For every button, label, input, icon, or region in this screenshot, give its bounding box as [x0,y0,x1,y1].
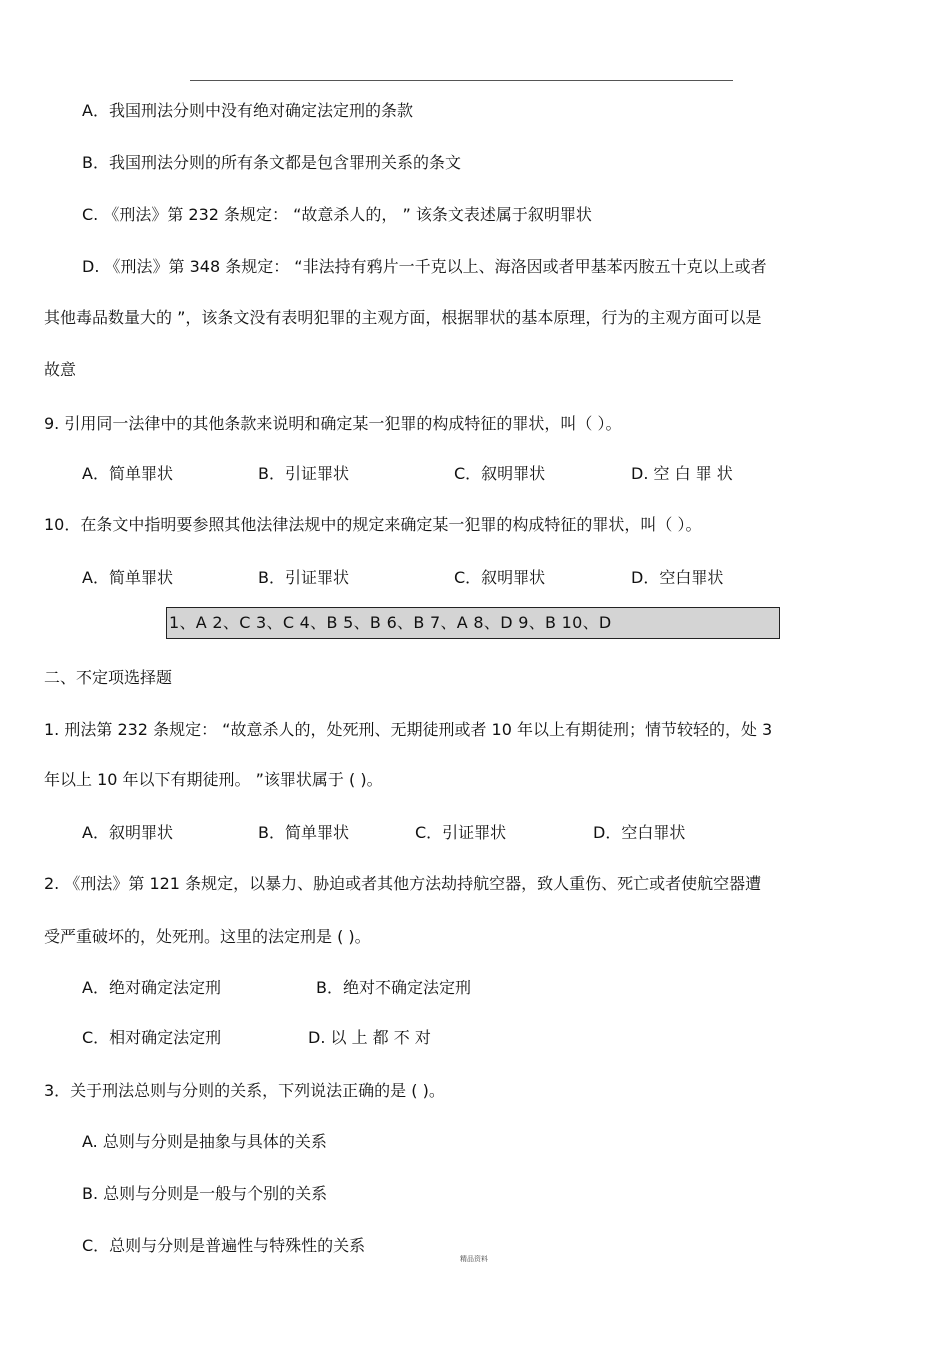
section-2-question-2-option-d: D. 以 上 都 不 对 [308,1028,431,1047]
section-2-question-1-option-d: D．空白罪状 [593,823,686,842]
option-d-prev-line3: 故意 [44,360,77,379]
section-2-question-1-stem-line1: 1. 刑法第 232 条规定： “故意杀人的，处死刑、无期徒刑或者 10 年以上有期徒刑；情节较轻的，处 3 [44,720,773,739]
section-2-question-2-option-a: A．绝对确定法定刑 [82,978,221,997]
option-b-prev: B．我国刑法分则的所有条文都是包含罪刑关系的条文 [82,153,461,172]
question-9-option-c: C．叙明罪状 [454,464,546,483]
question-9-option-b: B．引证罪状 [258,464,349,483]
section-2-question-2-stem-line2: 受严重破坏的，处死刑。这里的法定刑是 ( )。 [44,927,371,946]
question-9-option-d: D. 空 白 罪 状 [631,464,733,483]
header-rule [190,80,733,81]
section-2-question-1-option-c: C．引证罪状 [415,823,507,842]
section-2-question-2-option-c: C．相对确定法定刑 [82,1028,222,1047]
option-d-prev-line2: 其他毒品数量大的 ”，该条文没有表明犯罪的主观方面，根据罪状的基本原理，行为的主观方面可以是 [44,308,762,327]
section-2-question-3-option-a: A. 总则与分则是抽象与具体的关系 [82,1132,327,1151]
question-10-option-c: C．叙明罪状 [454,568,546,587]
footer-label: 精品资料 [460,1255,488,1263]
section-2-question-2-stem-line1: 2. 《刑法》第 121 条规定，以暴力、胁迫或者其他方法劫持航空器，致人重伤、死亡或者使航空器遭 [44,874,762,893]
option-d-prev-line1: D. 《刑法》第 348 条规定： “非法持有鸦片一千克以上、海洛因或者甲基苯丙胺五十克以上或者 [82,257,767,276]
question-10-option-d: D．空白罪状 [631,568,724,587]
section-2-question-1-option-a: A．叙明罪状 [82,823,173,842]
question-9-stem: 9. 引用同一法律中的其他条款来说明和确定某一犯罪的构成特征的罪状，叫（ ）。 [44,414,622,433]
section-2-question-2-option-b: B．绝对不确定法定刑 [316,978,471,997]
section-2-question-3-option-b: B. 总则与分则是一般与个别的关系 [82,1184,328,1203]
question-10-stem: 10．在条文中指明要参照其他法律法规中的规定来确定某一犯罪的构成特征的罪状，叫（ ）。 [44,515,702,534]
option-c-prev: C. 《刑法》第 232 条规定： “故意杀人的， ” 该条文表述属于叙明罪状 [82,205,592,224]
section-2-question-1-option-b: B．简单罪状 [258,823,349,842]
section-2-question-3-option-c: C．总则与分则是普遍性与特殊性的关系 [82,1236,366,1255]
answer-key-box: 1、A 2、C 3、C 4、B 5、B 6、B 7、A 8、D 9、B 10、D [166,607,780,639]
question-10-option-a: A．简单罪状 [82,568,173,587]
section-2-question-3-stem: 3．关于刑法总则与分则的关系，下列说法正确的是 ( )。 [44,1081,445,1100]
section-2-question-1-stem-line2: 年以上 10 年以下有期徒刑。 ”该罪状属于 ( )。 [44,770,383,789]
option-a-prev: A．我国刑法分则中没有绝对确定法定刑的条款 [82,101,413,120]
question-10-option-b: B．引证罪状 [258,568,349,587]
question-9-option-a: A．简单罪状 [82,464,173,483]
section-2-title: 二、不定项选择题 [44,668,173,687]
